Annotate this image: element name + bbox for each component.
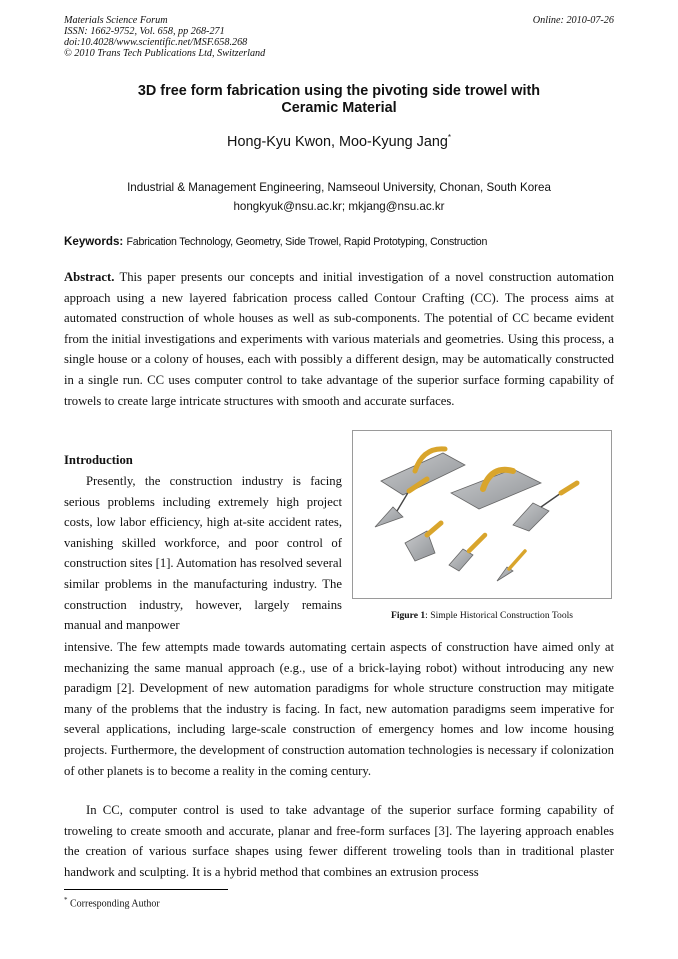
affiliation — [64, 178, 614, 216]
trowel-1-icon — [381, 449, 465, 495]
issn-line: ISSN: 1662-9752, Vol. 658, pp 268-271 — [64, 26, 225, 37]
figure-caption — [352, 610, 612, 621]
figure-label: Figure 1 — [390, 610, 426, 621]
intro-paragraph-2: In CC, computer control is used to take advantage of the superior surface forming capability of troweling to create smooth and accurate, planar and free-form surfaces [3]. The layering approach enables the creation of various surface shapes using fewer different troweling tools than in traditional plaster handwork and sculpting. It is a hybrid method that combines an extrusion process — [64, 803, 614, 879]
footnote — [64, 896, 160, 909]
keywords-label: Keywords: — [64, 235, 124, 248]
keywords-text: Fabrication Technology, Geometry, Side Trowel, Rapid Prototyping, Construction — [126, 236, 488, 248]
online-date: Online: 2010-07-26 — [532, 15, 614, 26]
leaf-trowel-icon — [497, 551, 525, 581]
copyright-line: © 2010 Trans Tech Publications Ltd, Switzerland — [64, 48, 266, 59]
trowel-tools-illustration — [353, 431, 611, 598]
doi-line: doi:10.4028/www.scientific.net/MSF.658.268 — [64, 37, 248, 48]
putty-knife-icon — [405, 523, 441, 561]
corresponding-mark: * — [447, 133, 451, 142]
paper-title — [64, 83, 614, 117]
keywords — [64, 235, 624, 248]
journal-header — [64, 15, 265, 59]
figure-caption-text: : Simple Historical Construction Tools — [425, 610, 574, 621]
figure-1 — [352, 430, 612, 599]
abstract-text: This paper presents our concepts and initial investigation of a novel construction automation approach using a new layered fabrication process called Contour Crafting (CC). The process aims at automated construction of whole houses as well as sub-components. The potential of CC became evident from the initial investigations and experiments with various materials and geometries. Using this process, a single house or a colony of houses, each with possibly a different design, may be automatically constructed in a single run. CC uses computer control to take advantage of the superior surface forming capability of trowels to create large intricate structures with smooth and accurate surfaces. — [64, 270, 614, 408]
title-line-2: Ceramic Material — [281, 100, 397, 116]
author-emails: hongkyuk@nsu.ac.kr; mkjang@nsu.ac.kr — [233, 200, 445, 213]
author-names: Hong-Kyu Kwon, Moo-Kyung Jang — [227, 133, 448, 150]
abstract — [64, 267, 614, 411]
journal-name: Materials Science Forum — [64, 15, 168, 26]
footnote-text: Corresponding Author — [70, 898, 160, 910]
author-list — [64, 133, 614, 150]
footnote-mark: * — [64, 896, 68, 904]
trowel-2-icon — [451, 469, 541, 509]
affiliation-org: Industrial & Management Engineering, Namseoul University, Chonan, South Korea — [127, 181, 551, 194]
intro-paragraph-1a: Presently, the construction industry is facing serious problems including extremely high project costs, low labor efficiency, high at-site accident rates, vanishing skilled workforce, and poor control of construction sites [1]. Automation has resolved several similar problems in the manufacturing industry. The construction industry, however, largely remains manual and manpower — [64, 474, 343, 633]
intro-paragraph-1b: intensive. The few attempts made towards automating certain aspects of construction have aimed only at mechanizing the same manual approach (e.g., use of a brick-laying robot) without introducing any new paradigm [2]. Development of new automation paradigms for whole structure construction may mitigate many of the problems that the industry is facing. In fact, new automation paradigms seem imperative for several applications, including large-scale construction of emergency homes and low income housing projects. Furthermore, the development of construction automation technologies is necessary if colonization of other planets is to become a reality in the coming century. — [64, 640, 614, 778]
introduction-heading: Introduction — [64, 453, 133, 467]
title-line-1: 3D free form fabrication using the pivoting side trowel with — [137, 83, 541, 99]
abstract-label: Abstract. — [64, 270, 115, 284]
footnote-divider — [64, 889, 228, 890]
scraper-icon — [449, 535, 485, 571]
